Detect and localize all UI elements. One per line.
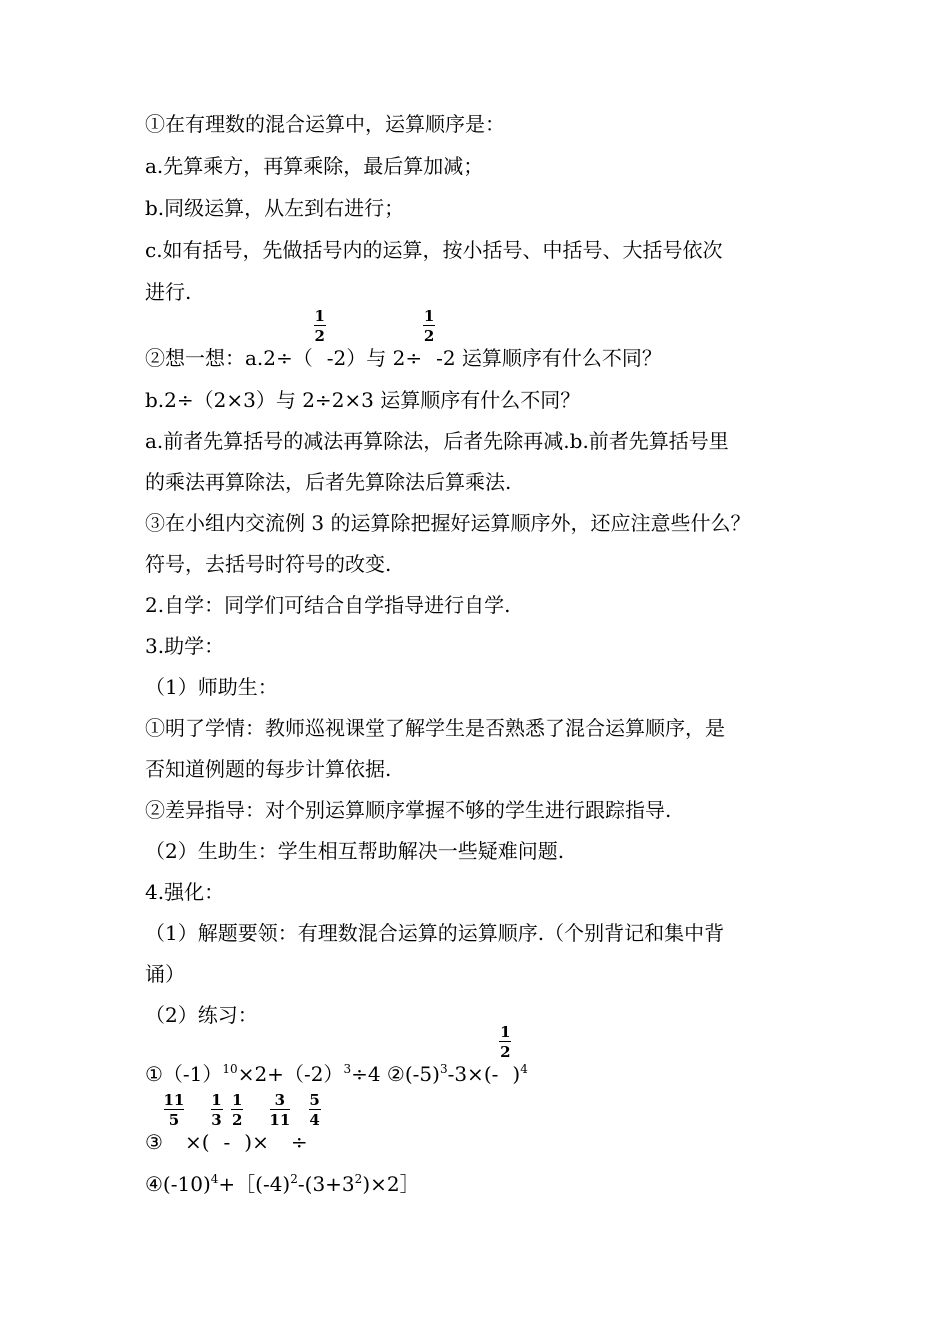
fraction-bar	[423, 325, 435, 326]
fraction-numerator: 1	[314, 307, 325, 325]
fraction-numerator: 11	[163, 1091, 185, 1109]
exponent: 2	[290, 1172, 298, 1186]
expr-text: -3×(-	[447, 1062, 499, 1086]
text-line: 2.自学：同学们可结合自学指导进行自学.	[145, 593, 511, 617]
fraction-denominator: 4	[309, 1111, 320, 1129]
exponent: 3	[343, 1062, 352, 1076]
fraction-numerator: 1	[423, 307, 435, 325]
exercise-line-1	[145, 1023, 528, 1088]
expr-text: ×2+（-2）	[237, 1062, 344, 1086]
fraction-bar	[231, 1109, 243, 1110]
expr-text: )×2］	[362, 1172, 420, 1196]
text-line: c.如有括号，先做括号内的运算，按小括号、中括号、大括号依次	[145, 238, 723, 262]
exponent: 2	[354, 1172, 363, 1186]
text-line: （1）解题要领：有理数混合运算的运算顺序.（个别背记和集中背	[145, 921, 725, 945]
fraction-bar	[211, 1109, 223, 1110]
text-line: ③在小组内交流例 3 的运算除把握好运算顺序外，还应注意些什么？	[145, 511, 751, 535]
exponent: 4	[520, 1062, 528, 1076]
text-line: a.前者先算括号的减法再算除法，后者先除再减.b.前者先算括号里	[145, 429, 729, 453]
exponent: 4	[210, 1172, 219, 1186]
fraction-bar	[270, 1109, 290, 1110]
fraction-denominator: 2	[423, 327, 435, 345]
fraction-denominator: 2	[314, 327, 325, 345]
text-line: （2）练习：	[145, 1003, 258, 1027]
text-line: 符号，去括号时符号的改变.	[145, 552, 392, 576]
fraction-bar	[314, 325, 326, 326]
fraction-denominator: 3	[211, 1111, 222, 1129]
think-text: -2 运算顺序有什么不同？	[436, 346, 662, 370]
fraction	[498, 1023, 512, 1088]
text-line: ②差异指导：对个别运算顺序掌握不够的学生进行跟踪指导.	[145, 798, 672, 822]
fraction-denominator: 5	[168, 1111, 180, 1129]
expr-text: ×(	[184, 1130, 210, 1154]
expr-text: ÷4 ②(-5)	[351, 1062, 440, 1086]
text-line: 进行.	[145, 280, 192, 304]
text-line: b.2÷（2×3）与 2÷2×3 运算顺序有什么不同？	[145, 388, 581, 412]
text-line: ①明了学情：教师巡视课堂了解学生是否熟悉了混合运算顺序，是	[145, 716, 725, 740]
fraction	[308, 1091, 322, 1156]
fraction	[163, 1091, 185, 1156]
expr-text: )	[512, 1062, 521, 1086]
fraction-bar	[309, 1109, 321, 1110]
fraction	[230, 1091, 244, 1156]
expr-text: +［(-4)	[218, 1172, 291, 1196]
expr-text: -(3+3	[297, 1172, 355, 1196]
text-line: ①在有理数的混合运算中，运算顺序是：	[145, 112, 505, 136]
fraction-numerator: 1	[500, 1023, 511, 1041]
exponent: 3	[439, 1062, 448, 1076]
exponent: 10	[222, 1062, 238, 1076]
text-line: （1）师助生：	[145, 675, 278, 699]
expr-text: -	[223, 1130, 231, 1154]
text-line: b.同级运算，从左到右进行；	[145, 196, 405, 220]
text-line: 否知道例题的每步计算依据.	[145, 757, 392, 781]
think-line	[145, 307, 662, 372]
text-line: 3.助学：	[145, 634, 225, 658]
fraction-numerator: 5	[309, 1091, 320, 1109]
fraction	[269, 1091, 291, 1156]
fraction	[313, 307, 327, 372]
think-text: -2）与 2÷	[326, 346, 423, 370]
expr-text: ③	[145, 1130, 163, 1154]
fraction-denominator: 2	[500, 1043, 511, 1061]
text-line: a.先算乘方，再算乘除，最后算加减；	[145, 154, 484, 178]
exercise-line-4	[145, 1170, 420, 1198]
fraction-numerator: 1	[232, 1091, 243, 1109]
expr-text: ④(-10)	[145, 1172, 211, 1196]
expr-text: ÷	[290, 1130, 308, 1154]
fraction	[422, 307, 436, 372]
fraction-numerator: 1	[211, 1091, 222, 1109]
fraction	[210, 1091, 224, 1156]
text-line: （2）生助生：学生相互帮助解决一些疑难问题.	[145, 839, 565, 863]
exercise-line-3	[145, 1091, 322, 1156]
text-line: 4.强化：	[145, 880, 225, 904]
expr-text: ①（-1）	[145, 1062, 223, 1086]
fraction-bar	[164, 1109, 184, 1110]
fraction-denominator: 2	[232, 1111, 243, 1129]
expr-text: )×	[244, 1130, 269, 1154]
fraction-numerator: 3	[274, 1091, 286, 1109]
text-line: 诵）	[145, 962, 185, 986]
think-text: ②想一想：a.2÷（	[145, 346, 313, 370]
text-line: 的乘法再算除法，后者先算除法后算乘法.	[145, 470, 512, 494]
fraction-denominator: 11	[269, 1111, 291, 1129]
fraction-bar	[499, 1041, 511, 1042]
